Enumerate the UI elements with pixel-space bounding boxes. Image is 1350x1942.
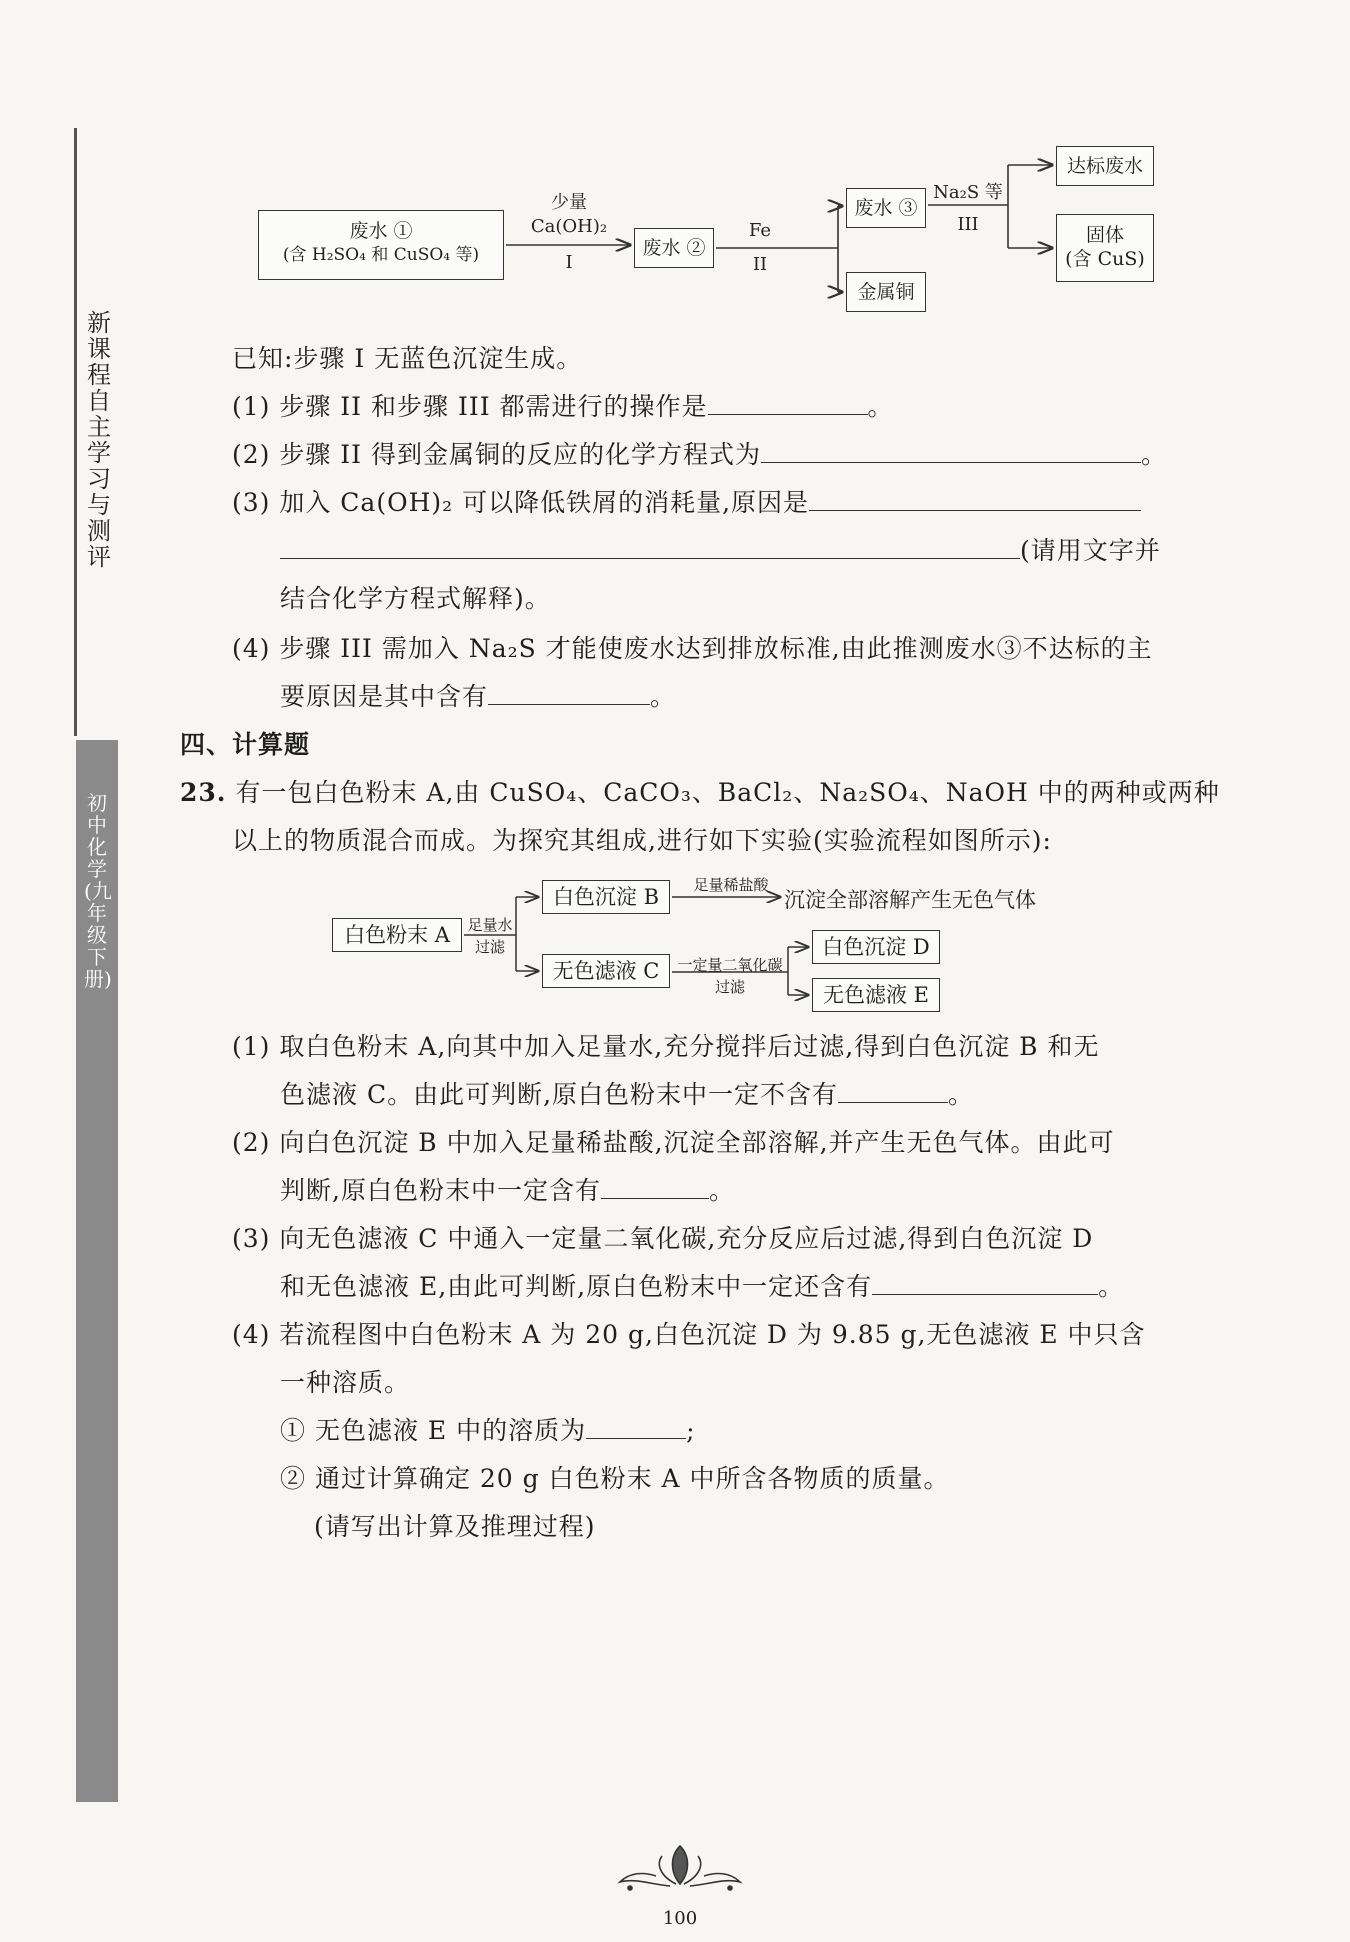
box-precipitate-d: 白色沉淀 D: [812, 930, 940, 964]
q22-part-4: (4) 步骤 III 需加入 Na₂S 才能使废水达到排放标准,由此推测废水③不达标的主: [232, 634, 1153, 663]
q23-part-2b: 判断,原白色粉末中一定含有 。: [280, 1176, 735, 1205]
box-waste-water-3: 废水 ③: [846, 188, 926, 228]
q23-sub-3: (请写出计算及推理过程): [314, 1512, 596, 1541]
answer-blank[interactable]: [601, 1174, 709, 1199]
box-precipitate-b: 白色沉淀 B: [542, 880, 670, 914]
water-label-bottom: 过滤: [474, 938, 505, 956]
section-heading: 四、计算题: [180, 730, 311, 759]
box-filtrate-c: 无色滤液 C: [542, 954, 670, 988]
box-waste-water-2: 废水 ②: [634, 228, 714, 268]
box-waste-water-1: 废水 ① (含 H₂SO₄ 和 CuSO₄ 等): [258, 210, 504, 280]
q23-sub-1: ① 无色滤液 E 中的溶质为 ;: [280, 1416, 696, 1445]
step1-label-mid: Ca(OH)₂: [530, 216, 608, 237]
answer-blank[interactable]: [838, 1078, 948, 1103]
q22-part-3-end: 结合化学方程式解释)。: [280, 584, 551, 613]
answer-blank[interactable]: [586, 1414, 686, 1439]
q22-part-3: (3) 加入 Ca(OH)₂ 可以降低铁屑的消耗量,原因是: [232, 486, 1141, 520]
q23-sub-2: ② 通过计算确定 20 g 白色粉末 A 中所含各物质的质量。: [280, 1464, 950, 1493]
q22-part-1: (1) 步骤 II 和步骤 III 都需进行的操作是 。: [232, 392, 894, 421]
q23-part-2a: (2) 向白色沉淀 B 中加入足量稀盐酸,沉淀全部溶解,并产生无色气体。由此可: [232, 1128, 1115, 1157]
box-powder-a: 白色粉末 A: [332, 918, 462, 952]
q22-known: 已知:步骤 I 无蓝色沉淀生成。: [232, 344, 583, 373]
q22-part-2: (2) 步骤 II 得到金属铜的反应的化学方程式为 。: [232, 440, 1168, 469]
acid-label: 足量稀盐酸: [693, 876, 769, 894]
step3-label-top: Na₂S 等: [933, 182, 1003, 203]
q23-part-4b: 一种溶质。: [280, 1368, 411, 1397]
water-label-top: 足量水: [467, 916, 513, 934]
page-number: 100: [662, 1908, 698, 1929]
footer-ornament-icon: [600, 1842, 760, 1892]
step2-label-top: Fe: [748, 220, 772, 241]
q23-part-1a: (1) 取白色粉末 A,向其中加入足量水,充分搅拌后过滤,得到白色沉淀 B 和无: [232, 1032, 1100, 1061]
co2-label-top: 一定量二氧化碳: [677, 956, 783, 974]
q23-intro-2: 以上的物质混合而成。为探究其组成,进行如下实验(实验流程如图所示):: [232, 826, 1052, 855]
q23-part-4a: (4) 若流程图中白色粉末 A 为 20 g,白色沉淀 D 为 9.85 g,无色滤液 E 中只含: [232, 1320, 1146, 1349]
q23-part-3a: (3) 向无色滤液 C 中通入一定量二氧化碳,充分反应后过滤,得到白色沉淀 D: [232, 1224, 1094, 1253]
box-solid-cus: 固体 (含 CuS): [1056, 214, 1154, 282]
q23-part-1b: 色滤液 C。由此可判断,原白色粉末中一定不含有 。: [280, 1080, 975, 1109]
co2-label-bottom: 过滤: [714, 978, 745, 996]
q22-part-4-cont: 要原因是其中含有 。: [280, 682, 677, 711]
box-copper: 金属铜: [846, 272, 926, 312]
sidebar-series-title: 新课程自主学习与测评: [87, 309, 111, 571]
q23-intro-1: 23. 有一包白色粉末 A,由 CuSO₄、CaCO₃、BaCl₂、Na₂SO₄、NaOH 中的两种或两种: [180, 778, 1220, 807]
step1-label-top: 少量: [551, 192, 587, 213]
sidebar-book-title: 初中化学(九年级下册): [84, 791, 112, 991]
box-standard-water: 达标废水: [1056, 146, 1154, 186]
result-b: 沉淀全部溶解产生无色气体: [784, 888, 1036, 912]
box-filtrate-e: 无色滤液 E: [812, 978, 940, 1012]
answer-blank[interactable]: [872, 1270, 1098, 1295]
step1-label-bottom: I: [565, 252, 573, 273]
q22-part-3-cont: (请用文字并: [280, 534, 1161, 568]
step3-label-bottom: III: [957, 214, 979, 235]
q23-part-3b: 和无色滤液 E,由此可判断,原白色粉末中一定还含有 。: [280, 1272, 1125, 1301]
step2-label-bottom: II: [752, 254, 768, 275]
